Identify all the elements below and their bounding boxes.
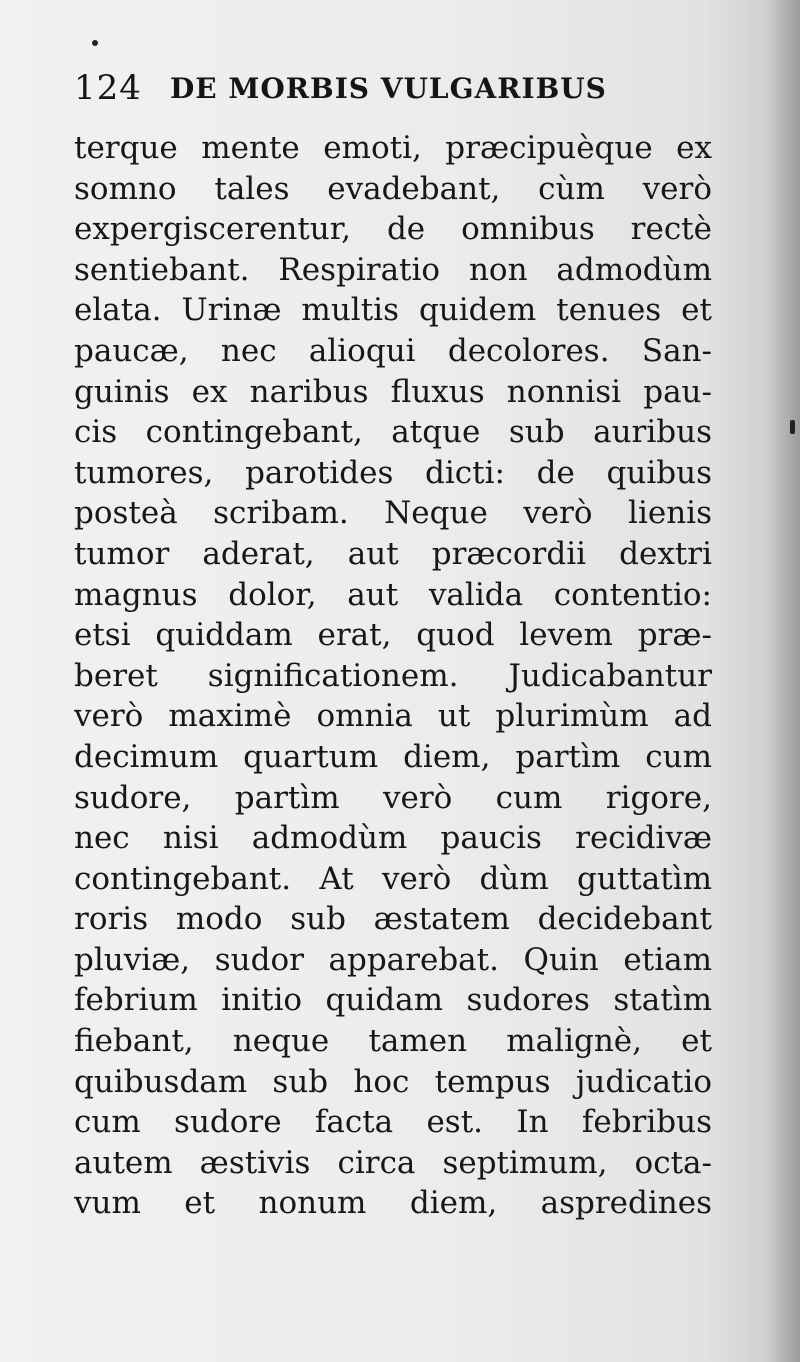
text-line: autem æstivis circa septimum, octa- (74, 1144, 712, 1181)
text-line: cum sudore facta est. In febribus (74, 1104, 712, 1141)
text-line: verò maximè omnia ut plurimùm ad (74, 698, 712, 735)
gutter-shadow (766, 0, 800, 1362)
running-head: DE MORBIS VULGARIBUS (170, 72, 607, 105)
page-header (74, 60, 714, 116)
text-line: contingebant. At verò dùm guttatìm (74, 860, 712, 897)
text-line: sentiebant. Respiratio non admodùm (74, 251, 712, 288)
text-line: magnus dolor, aut valida contentio: (74, 576, 712, 613)
page-number: 124 (74, 68, 142, 108)
text-line: terque mente emoti, præcipuèque ex (74, 130, 712, 166)
ink-speck (790, 420, 795, 434)
text-line: cis contingebant, atque sub auribus (74, 414, 712, 451)
text-line: somno tales evadebant, cùm verò (74, 170, 712, 207)
text-line: tumores, parotides dicti: de quibus (74, 454, 712, 491)
text-line: pluviæ, sudor apparebat. Quin etiam (74, 941, 712, 978)
text-line: decimum quartum diem, partìm cum (74, 738, 712, 775)
text-line: tumor aderat, aut præcordii dextri (74, 535, 712, 572)
text-line: roris modo sub æstatem decidebant (74, 901, 712, 938)
text-line: fiebant, neque tamen malignè, et (74, 1023, 712, 1060)
text-line: paucæ, nec alioqui decolores. San- (74, 332, 712, 369)
body-text (74, 128, 712, 1224)
text-line: febrium initio quidam sudores statìm (74, 982, 712, 1019)
text-line: nec nisi admodùm paucis recidivæ (74, 820, 712, 857)
text-line: expergiscerentur, de omnibus rectè (74, 211, 712, 248)
text-line: guinis ex naribus fluxus nonnisi pau- (74, 373, 712, 410)
text-line: quibusdam sub hoc tempus judicatio (74, 1063, 712, 1100)
text-line: sudore, partìm verò cum rigore, (74, 779, 712, 816)
text-line: vum et nonum diem, aspredines (74, 1185, 712, 1222)
text-line: posteà scribam. Neque verò lienis (74, 495, 712, 532)
text-line: beret significationem. Judicabantur (74, 657, 712, 694)
ink-speck (92, 40, 98, 46)
text-line: etsi quiddam erat, quod levem præ- (74, 617, 712, 654)
text-line: elata. Urinæ multis quidem tenues et (74, 292, 712, 329)
